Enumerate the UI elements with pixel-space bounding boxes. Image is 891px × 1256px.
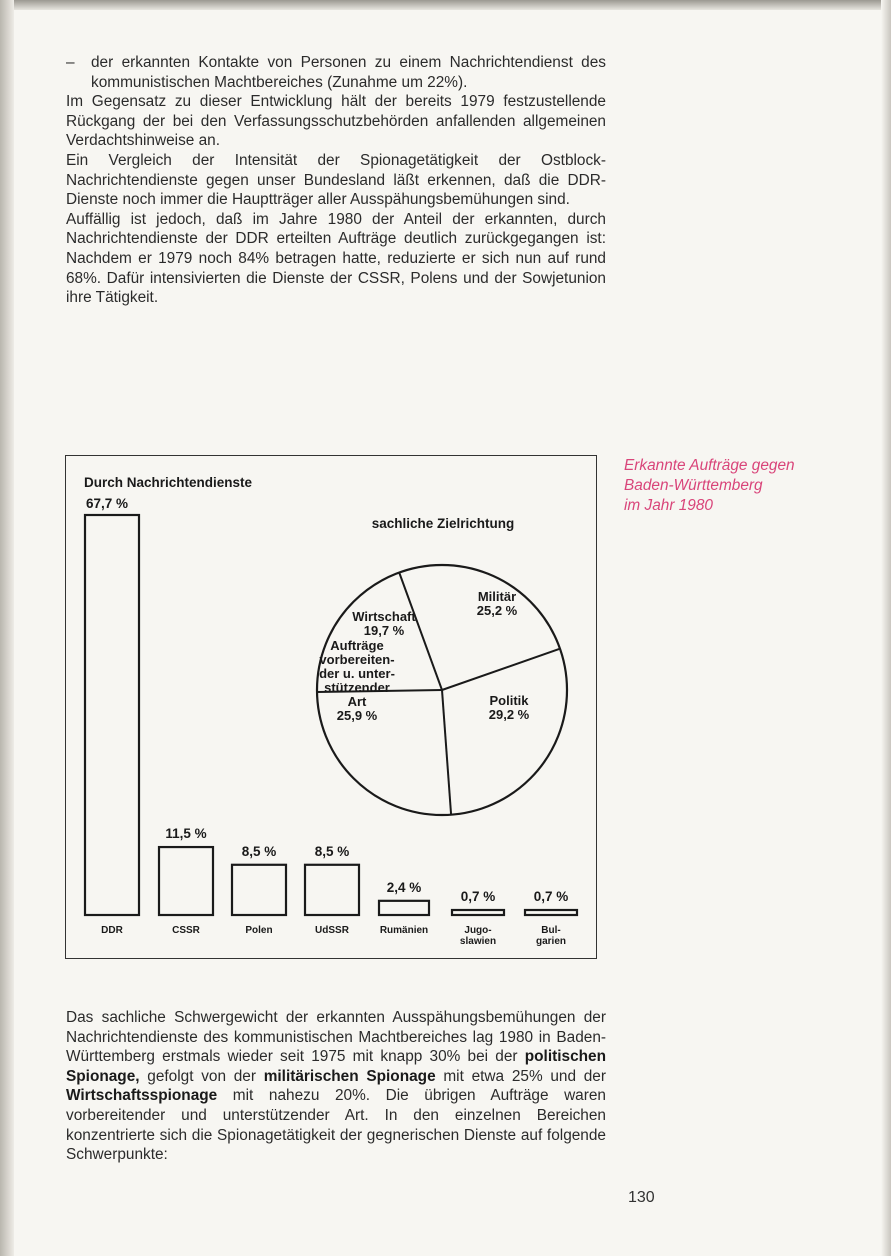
paragraph-3: Auffällig ist jedoch, daß im Jahre 1980 der Anteil der erkannten, durch Nachrichtendienste der DDR erteilten Aufträge deutlich zurückgegangen ist: Nachdem er 1979 noch 84% betragen hatte, reduzierte er sich nun auf rund 68%. Dafür intensivierten die Dienste der CSSR, Polens und der Sowjetunion ihre Tätigkeit.: [66, 210, 606, 307]
bar-jugoslawien: [452, 910, 504, 915]
bar-value-label: 8,5 %: [314, 843, 350, 859]
bold-politische-spionage: politischen Spionage,: [66, 1048, 606, 1085]
bullet-item: [66, 53, 606, 92]
bar-category-label: slawien: [459, 936, 497, 947]
bar-category-label: Jugo-: [464, 925, 492, 936]
text-run-3: mit etwa 25% und der: [435, 1067, 606, 1085]
pie-slice-name-label: Militär: [477, 589, 517, 604]
chart-svg: [66, 456, 596, 958]
bar-value-label: 8,5 %: [241, 843, 277, 859]
bar-value-label: 0,7 %: [533, 889, 569, 904]
caption-line-3: im Jahr 1980: [624, 497, 713, 514]
bar-polen: [232, 865, 286, 915]
top-text: [66, 53, 606, 308]
caption-line-1: Erkannte Aufträge gegen: [624, 457, 795, 474]
bar-ddr: [85, 515, 139, 915]
page-top-edge: [14, 0, 891, 10]
pie-slice-name-label: stützender: [324, 680, 390, 695]
bold-militaerische-spionage: militärischen Spionage: [263, 1067, 436, 1085]
page-right-edge: [881, 0, 891, 1256]
text-run-4: mit nahezu 20%. Die übrigen Aufträge waren vorbereitender und unterstützender Art. In den einzelnen Bereichen konzentrierte sich die Spionagetätigkeit der gegnerischen Dienste auf folgende Schwerpunkte:: [66, 1087, 606, 1164]
bar-chart-title: Durch Nachrichtendienste: [84, 475, 253, 490]
pie-slice-value-label: 29,2 %: [488, 707, 530, 722]
pie-slice-name-label: Aufträge: [330, 638, 384, 653]
book-spine: [0, 0, 14, 1256]
bullet-text: der erkannten Kontakte von Personen zu einem Nachrichtendienst des kommunistischen Machtbereiches (Zunahme um 22%).: [91, 54, 606, 91]
text-run-2: gefolgt von der: [139, 1067, 264, 1085]
pie-slice-name-label: vorbereiten-: [319, 652, 395, 667]
bottom-paragraph: [66, 1008, 606, 1165]
pie-slice-name-label: Wirtschaft: [352, 609, 416, 624]
caption-line-2: Baden-Württemberg: [624, 477, 763, 494]
pie-chart-title: sachliche Zielrichtung: [371, 516, 515, 531]
page-number: 130: [628, 1189, 655, 1206]
pie-slice-value-label: 19,7 %: [363, 623, 405, 638]
bar-category-label: garien: [535, 936, 567, 947]
paragraph-2: Ein Vergleich der Intensität der Spionagetätigkeit der Ostblock-Nachrichtendienste gegen unser Bundesland läßt erkennen, daß die DDR-Dienste noch immer die Hauptträger aller Ausspähungsbemühungen sind.: [66, 151, 606, 209]
bar-category-label: DDR: [101, 925, 123, 936]
bold-wirtschaftsspionage: Wirtschaftsspionage: [66, 1087, 218, 1105]
pie-slice-value-label: 25,9 %: [336, 708, 378, 723]
bar-category-label: UdSSR: [315, 925, 349, 936]
bar-cssr: [159, 847, 213, 915]
bar-value-label: 67,7 %: [86, 496, 129, 511]
bar-category-label: Rumänien: [379, 925, 429, 936]
bar-value-label: 2,4 %: [386, 879, 422, 895]
text-run-1: Das sachliche Schwergewicht der erkannten Ausspähungsbemühungen der Nachrichtendienste des kommunistischen Machtbereiches lag 1980 in Baden-Württemberg erstmals wieder seit 1975 mit knapp 30% bei der: [66, 1009, 606, 1066]
bar-rumnien: [379, 901, 429, 915]
bar-category-label: CSSR: [172, 925, 200, 936]
bullet-dash: –: [66, 54, 75, 71]
bar-category-label: Bul-: [541, 925, 561, 936]
bar-udssr: [305, 865, 359, 915]
pie-slice-name-label: Politik: [489, 693, 529, 708]
pie-slice-name-label: Art: [347, 694, 367, 709]
margin-caption: [624, 456, 864, 516]
chart-frame: [65, 455, 597, 959]
bar-value-label: 0,7 %: [460, 889, 496, 904]
bottom-text: [66, 1008, 606, 1165]
bar-bulgarien: [525, 910, 577, 915]
pie-slice-name-label: der u. unter-: [319, 666, 395, 681]
pie-slice-value-label: 25,2 %: [476, 603, 518, 618]
paragraph-1: Im Gegensatz zu dieser Entwicklung hält der bereits 1979 festzustellende Rückgang der bei den Verfassungsschutzbehörden anfallenden allgemeinen Verdachtshinweise an.: [66, 93, 606, 150]
bar-category-label: Polen: [245, 925, 273, 936]
bar-value-label: 11,5 %: [165, 826, 207, 842]
